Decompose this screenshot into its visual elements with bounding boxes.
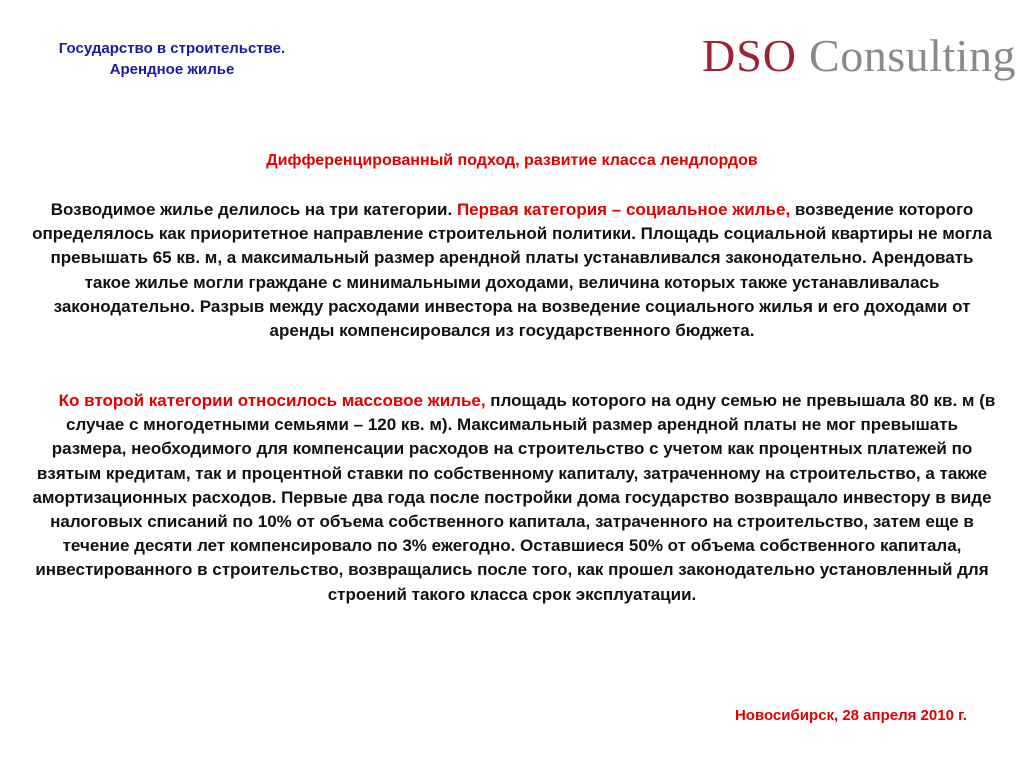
paragraph1-lead: Возводимое жилье делилось на три категории. (50, 200, 457, 219)
paragraph2-highlight: Ко второй категории относилось массовое жилье, (58, 391, 486, 410)
paragraph-first-category (28, 198, 996, 343)
footer-location-date: Новосибирск, 28 апреля 2010 г. (734, 707, 967, 724)
header-line-2: Арендное жилье (109, 61, 235, 78)
paragraph2-body: площадь которого на одну семью не превышала 80 кв. м (в случае с многодетными семьями – 120 кв. м). Максимальный размер арендной платы не мог превышать размера, необходимого для компенсации расходов на строительство с учетом как процентных платежей по взятым кредитам, так и процентной ставки по собственному капиталу, затраченному на строительство, а также амортизационных расходов. Первые два года после постройки дома государство возвращало инвестору в виде налоговых списаний по 10% от объема собственного капитала, затраченного на строительство, затем еще в течение десяти лет компенсировало по 3% ежегодно. Оставшиеся 50% от объема собственного капитала, инвестированного в строительство, возвращались после того, как прошел законодательно установленный для строений такого класса срок эксплуатации. (32, 391, 996, 604)
header-line-1: Государство в строительстве. (58, 40, 286, 57)
dso-consulting-logo (702, 26, 1016, 86)
paragraph-second-category (28, 389, 996, 607)
slide-title: Дифференцированный подход, развитие класса лендлордов (266, 152, 758, 169)
slide-header (32, 38, 312, 80)
logo-rest-text: Consulting (797, 30, 1016, 81)
logo-brand-text: DSO (702, 30, 798, 81)
paragraph1-body: возведение которого определялось как приоритетное направление строительной политики. Площадь социальной квартиры не могла превышать 65 кв. м, а максимальный размер арендной платы устанавливался законодательно. Арендовать такое жилье могли граждане с минимальными доходами, величина которых также устанавливалась законодательно. Разрыв между расходами инвестора на возведение социального жилья и его доходами от аренды компенсировался из государственного бюджета. (32, 200, 992, 341)
paragraph1-highlight: Первая категория – социальное жилье, (456, 200, 791, 219)
